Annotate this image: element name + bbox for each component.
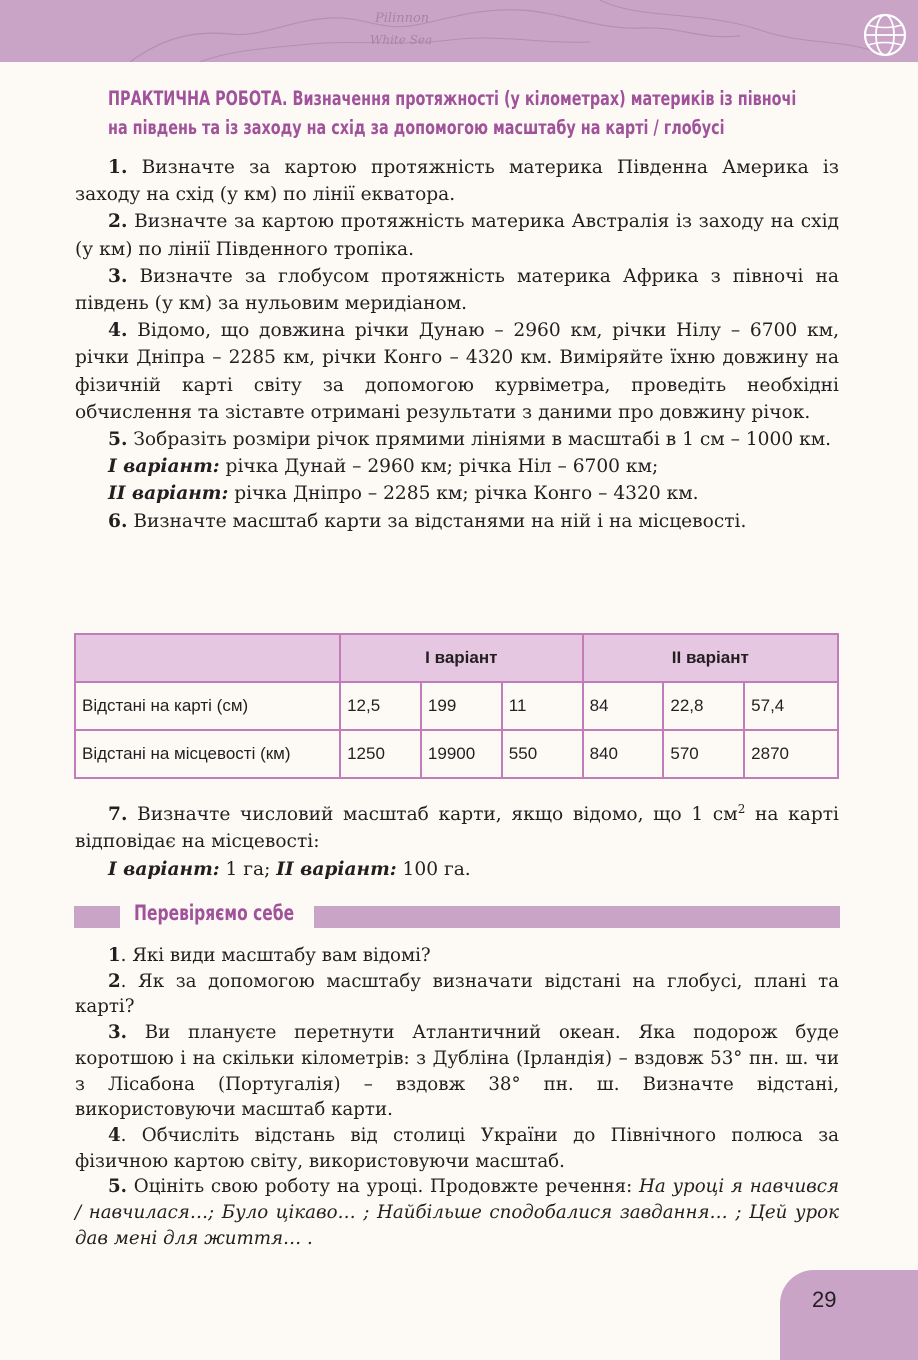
question-number: 3. [108,1022,127,1044]
task-7-block [75,796,839,883]
question-number: 4 [108,1124,121,1146]
table-cell: 19900 [421,730,502,778]
table-header-row [75,634,838,682]
question-2: 2. Як за допомогою масштабу визначати відстані на глобусі, плані та карті? [75,970,839,1018]
table-header-cell [75,634,340,682]
table-cell: 12,5 [340,682,421,730]
task-number: 4. [108,320,128,342]
task-number: 1. [108,157,128,178]
question-1: 1. Які види масштабу вам відомі? [108,945,431,966]
task-5: 5. Зобразіть розміри річок прямими лініями в масштабі в 1 см – 1000 км. [108,429,832,451]
variant-label: II варіант: [108,483,229,505]
table-row-label: Відстані на місцевості (км) [75,730,340,778]
globe-icon [862,12,908,58]
table-cell: 199 [421,682,502,730]
table-row [75,682,838,730]
table-cell: 2870 [744,730,838,778]
question-number: 1 [108,945,121,966]
table-cell: 11 [502,682,583,730]
table-row-label: Відстані на карті (см) [75,682,340,730]
page-number-tab [780,1270,918,1360]
table-cell: 84 [583,682,664,730]
table-header-cell: II варіант [583,634,838,682]
table-row [75,730,838,778]
table-cell: 57,4 [744,682,838,730]
section-bar-right [314,906,840,928]
self-check-questions [75,943,839,1251]
task-7-variants: I варіант: 1 га; II варіант: 100 га. [108,858,471,880]
self-check-title: Перевіряємо себе [134,901,295,925]
table-cell: 840 [583,730,664,778]
task-number: 5. [108,429,128,451]
task-7: 7. Визначте числовий масштаб карти, якщо відомо, що 1 $см^2$ на карті відповідає на місцевості: [75,802,839,853]
variant-2: II варіант: річка Дніпро – 2285 км; річка Конго – 4320 км. [108,483,699,505]
variant-label: I варіант: [108,456,220,478]
variant-label: I варіант: [108,858,220,880]
task-4: 4. Відомо, що довжина річки Дунаю – 2960 км, річки Нілу – 6700 км, річки Дніпра – 2285 км, річки Конго – 4320 км. Виміряйте їхню довжину на фізичній карті світу за допомогою курвіметра, проведіть необхідні обчислення та зіставте отримані результати з даними про довжину річок. [75,320,839,423]
question-number: 5. [108,1176,127,1198]
task-1: 1. Визначте за картою протяжність материка Південна Америка із заходу на схід (у км) по лінії екватора. [75,157,839,206]
question-number: 2 [108,970,121,992]
task-number: 3. [108,265,128,287]
question-5: 5. Оцініть свою роботу на уроці. Продовжте речення: На уроці я навчився / навчилася…; Було цікаво… ; Найбільше сподобалися завдання… ; Цей урок дав мені для життя… . [75,1176,839,1249]
table-cell: 570 [663,730,744,778]
variant-label: II варіант: [276,858,397,880]
table-cell: 22,8 [663,682,744,730]
task-3: 3. Визначте за глобусом протяжність материка Африка з півночі на південь (у км) за нульовим меридіаном. [75,265,839,315]
map-label: White Sea [370,33,433,47]
question-3: 3. Ви плануєте перетнути Атлантичний океан. Яка подорож буде коротшою і на скільки кілометрів: з Дубліна (Ірландія) – вздовж 53° пн. ш. чи з Лісабона (Португалія) – вздовж 38° пн. ш. Визначте відстані, використовуючи масштаб карти. [75,1022,839,1121]
task-number: 2. [108,211,128,233]
tasks-block [75,154,839,535]
distance-table [74,633,839,779]
page-number: 29 [812,1287,837,1312]
practical-title-line-2: на південь та із заходу на схід за допомогою масштабу на карті / глобусі [108,116,725,139]
variant-1: I варіант: річка Дунай – 2960 км; річка Ніл – 6700 км; [108,456,659,478]
task-number: 7. [108,804,128,826]
question-4: 4. Обчисліть відстань від столиці України до Північного полюса за фізичною картою світу, використовуючи масштаб. [75,1124,839,1172]
header-band [0,0,918,62]
table-header-cell: I варіант [340,634,583,682]
superscript: 2 [737,802,746,816]
practical-work-title [108,84,846,142]
task-6: 6. Визначте масштаб карти за відстанями на ній і на місцевості. [108,510,747,532]
map-background [0,0,918,62]
practical-title-line-1: ПРАКТИЧНА РОБОТА. Визначення протяжності (у кілометрах) материків із півночі [108,87,797,110]
table-cell: 1250 [340,730,421,778]
map-label: Pilinnon [375,11,430,26]
table-cell: 550 [502,730,583,778]
section-bar-left [74,906,120,928]
task-2: 2. Визначте за картою протяжність материка Австралія із заходу на схід (у км) по лінії Південного тропіка. [75,211,839,260]
task-number: 6. [108,510,128,532]
